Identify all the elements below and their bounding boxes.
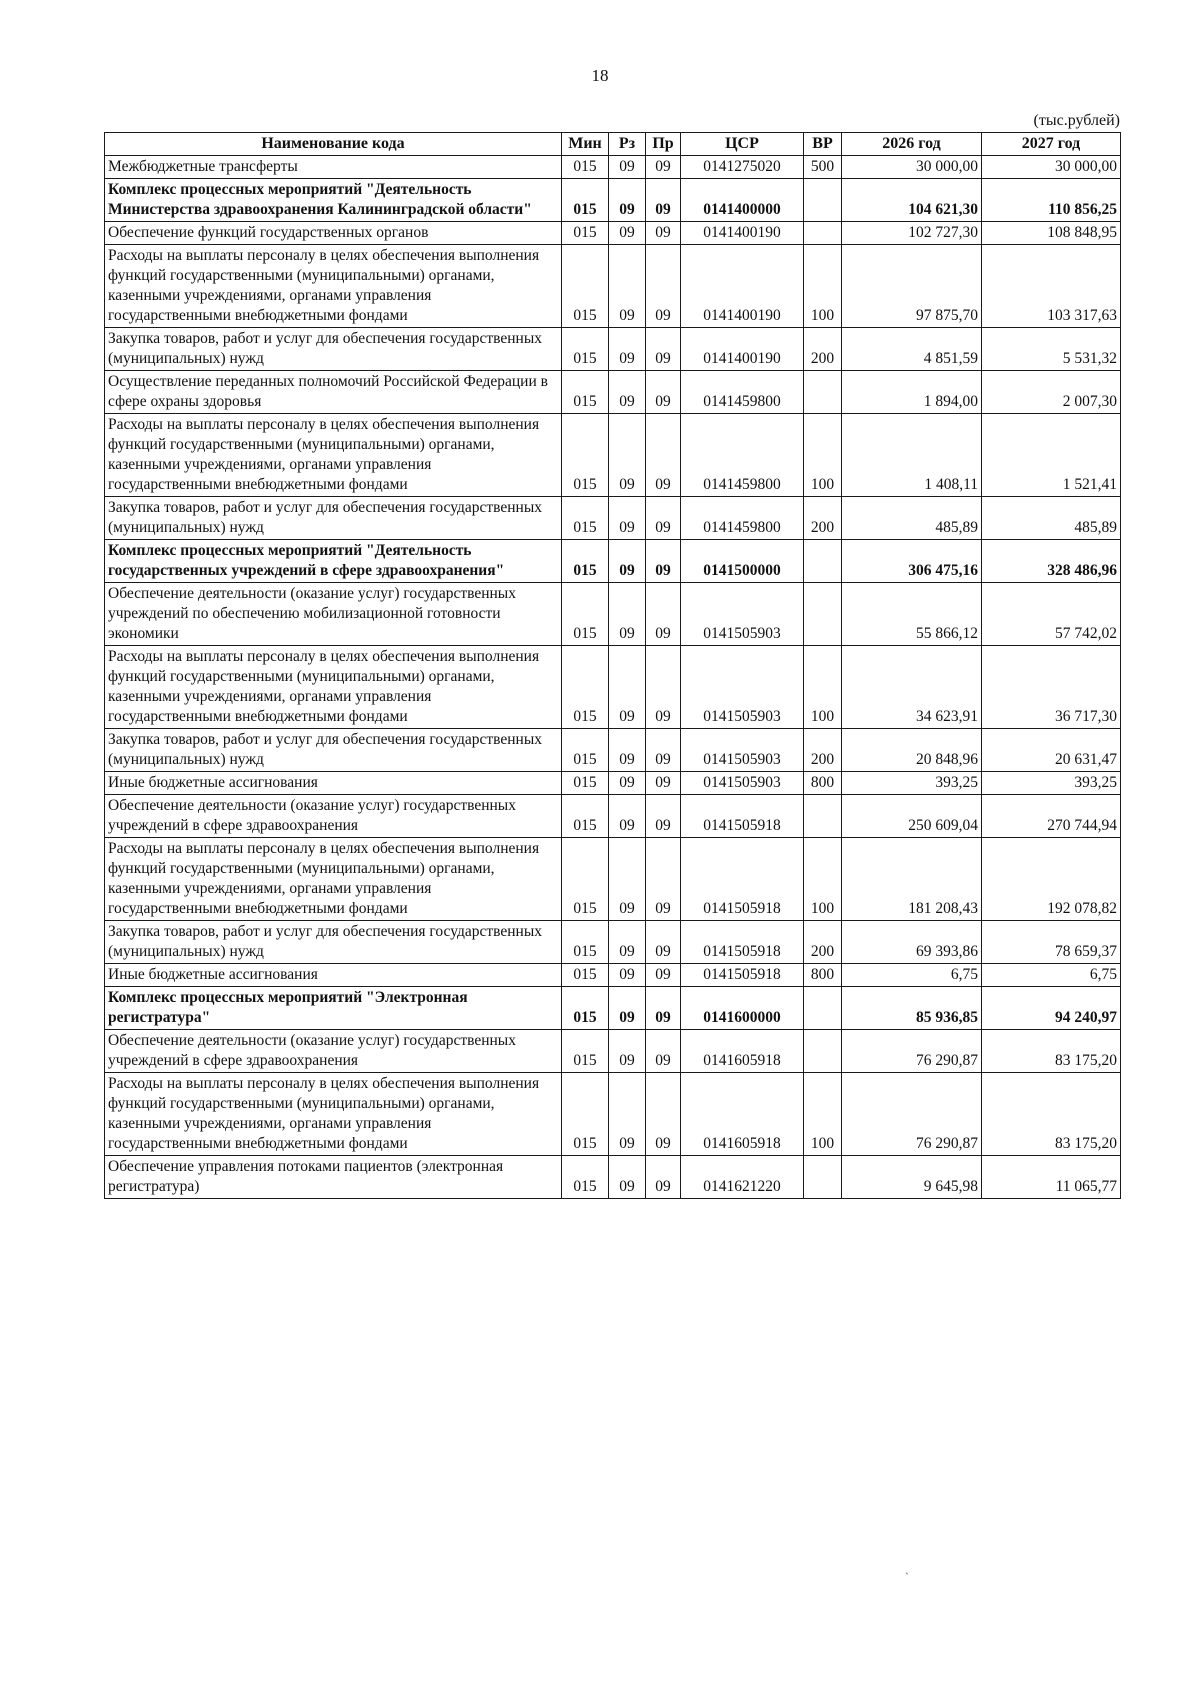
- cell-2026: 181 208,43: [842, 838, 982, 921]
- cell-vr: 100: [804, 838, 842, 921]
- cell-min: 015: [562, 921, 609, 964]
- table-row: [105, 1073, 1121, 1156]
- cell-min: 015: [562, 583, 609, 646]
- cell-min: 015: [562, 245, 609, 328]
- header-name: Наименование кода: [105, 133, 562, 156]
- cell-pr: 09: [646, 179, 681, 222]
- cell-vr: 800: [804, 772, 842, 795]
- header-csr: ЦСР: [681, 133, 804, 156]
- page-number: 18: [591, 66, 609, 85]
- cell-2027: 94 240,97: [982, 987, 1121, 1030]
- cell-pr: 09: [646, 1073, 681, 1156]
- cell-pr: 09: [646, 921, 681, 964]
- cell-csr: 0141459800: [681, 497, 804, 540]
- cell-min: 015: [562, 838, 609, 921]
- cell-min: 015: [562, 179, 609, 222]
- cell-2027: 2 007,30: [982, 371, 1121, 414]
- cell-2027: 6,75: [982, 964, 1121, 987]
- header-min: Мин: [562, 133, 609, 156]
- cell-2027: 192 078,82: [982, 838, 1121, 921]
- cell-2026: 393,25: [842, 772, 982, 795]
- cell-csr: 0141400190: [681, 328, 804, 371]
- header-2027: 2027 год: [982, 133, 1121, 156]
- cell-2027: 83 175,20: [982, 1030, 1121, 1073]
- budget-table: [104, 132, 1121, 1199]
- cell-vr: 100: [804, 646, 842, 729]
- table-row: [105, 1030, 1121, 1073]
- cell-2026: 306 475,16: [842, 540, 982, 583]
- cell-pr: 09: [646, 371, 681, 414]
- table-row: [105, 414, 1121, 497]
- cell-csr: 0141505918: [681, 964, 804, 987]
- cell-name: Обеспечение деятельности (оказание услуг) государственных учреждений по обеспечению мобилизационной готовности экономики: [105, 583, 562, 646]
- cell-2026: 4 851,59: [842, 328, 982, 371]
- cell-rz: 09: [609, 987, 646, 1030]
- cell-name: Межбюджетные трансферты: [105, 156, 562, 179]
- cell-min: 015: [562, 1156, 609, 1199]
- header-vr: ВР: [804, 133, 842, 156]
- table-row: [105, 987, 1121, 1030]
- cell-rz: 09: [609, 1156, 646, 1199]
- cell-2027: 11 065,77: [982, 1156, 1121, 1199]
- cell-2026: 250 609,04: [842, 795, 982, 838]
- cell-name: Комплекс процессных мероприятий "Деятельность Министерства здравоохранения Калининградской области": [105, 179, 562, 222]
- cell-csr: 0141275020: [681, 156, 804, 179]
- cell-pr: 09: [646, 795, 681, 838]
- cell-vr: [804, 795, 842, 838]
- cell-pr: 09: [646, 964, 681, 987]
- cell-vr: 200: [804, 497, 842, 540]
- cell-csr: 0141605918: [681, 1073, 804, 1156]
- cell-2027: 485,89: [982, 497, 1121, 540]
- cell-rz: 09: [609, 1073, 646, 1156]
- cell-pr: 09: [646, 987, 681, 1030]
- cell-pr: 09: [646, 1156, 681, 1199]
- cell-pr: 09: [646, 1030, 681, 1073]
- header-rz: Рз: [609, 133, 646, 156]
- cell-2026: 30 000,00: [842, 156, 982, 179]
- cell-csr: 0141500000: [681, 540, 804, 583]
- cell-vr: 200: [804, 729, 842, 772]
- table-row: [105, 156, 1121, 179]
- cell-vr: [804, 1030, 842, 1073]
- cell-rz: 09: [609, 371, 646, 414]
- cell-name: Обеспечение деятельности (оказание услуг) государственных учреждений в сфере здравоохранения: [105, 795, 562, 838]
- cell-pr: 09: [646, 497, 681, 540]
- header-pr: Пр: [646, 133, 681, 156]
- cell-min: 015: [562, 1030, 609, 1073]
- cell-csr: 0141459800: [681, 371, 804, 414]
- cell-min: 015: [562, 156, 609, 179]
- table-row: [105, 540, 1121, 583]
- cell-rz: 09: [609, 156, 646, 179]
- cell-min: 015: [562, 328, 609, 371]
- table-row: [105, 1156, 1121, 1199]
- cell-vr: 500: [804, 156, 842, 179]
- cell-name: Расходы на выплаты персоналу в целях обеспечения выполнения функций государственными (муниципальными) органами, казенными учреждениями, органами управления государственными внебюджетными фондами: [105, 1073, 562, 1156]
- cell-vr: 100: [804, 245, 842, 328]
- cell-name: Закупка товаров, работ и услуг для обеспечения государственных (муниципальных) нужд: [105, 328, 562, 371]
- cell-min: 015: [562, 1073, 609, 1156]
- cell-vr: 100: [804, 414, 842, 497]
- cell-pr: 09: [646, 838, 681, 921]
- cell-csr: 0141400190: [681, 222, 804, 245]
- cell-min: 015: [562, 646, 609, 729]
- cell-min: 015: [562, 795, 609, 838]
- cell-csr: 0141605918: [681, 1030, 804, 1073]
- cell-2027: 30 000,00: [982, 156, 1121, 179]
- cell-vr: 800: [804, 964, 842, 987]
- cell-2027: 78 659,37: [982, 921, 1121, 964]
- cell-vr: [804, 179, 842, 222]
- cell-2027: 20 631,47: [982, 729, 1121, 772]
- cell-2026: 76 290,87: [842, 1030, 982, 1073]
- cell-min: 015: [562, 222, 609, 245]
- cell-vr: [804, 371, 842, 414]
- cell-rz: 09: [609, 540, 646, 583]
- cell-vr: [804, 222, 842, 245]
- cell-rz: 09: [609, 921, 646, 964]
- cell-min: 015: [562, 987, 609, 1030]
- table-row: [105, 838, 1121, 921]
- table-body: [105, 156, 1121, 1199]
- cell-vr: [804, 1156, 842, 1199]
- cell-csr: 0141400000: [681, 179, 804, 222]
- cell-2026: 97 875,70: [842, 245, 982, 328]
- cell-pr: 09: [646, 222, 681, 245]
- cell-2027: 83 175,20: [982, 1073, 1121, 1156]
- cell-2026: 34 623,91: [842, 646, 982, 729]
- table-row: [105, 646, 1121, 729]
- cell-rz: 09: [609, 245, 646, 328]
- cell-2027: 36 717,30: [982, 646, 1121, 729]
- cell-2026: 102 727,30: [842, 222, 982, 245]
- cell-2027: 108 848,95: [982, 222, 1121, 245]
- cell-name: Закупка товаров, работ и услуг для обеспечения государственных (муниципальных) нужд: [105, 921, 562, 964]
- cell-rz: 09: [609, 646, 646, 729]
- cell-name: Обеспечение функций государственных органов: [105, 222, 562, 245]
- cell-2026: 104 621,30: [842, 179, 982, 222]
- cell-min: 015: [562, 729, 609, 772]
- cell-vr: 200: [804, 921, 842, 964]
- table-row: [105, 921, 1121, 964]
- cell-name: Закупка товаров, работ и услуг для обеспечения государственных (муниципальных) нужд: [105, 497, 562, 540]
- cell-2027: 5 531,32: [982, 328, 1121, 371]
- table-row: [105, 245, 1121, 328]
- table-row: [105, 328, 1121, 371]
- cell-pr: 09: [646, 772, 681, 795]
- cell-rz: 09: [609, 414, 646, 497]
- cell-csr: 0141505918: [681, 921, 804, 964]
- cell-2026: 85 936,85: [842, 987, 982, 1030]
- stray-mark: `: [905, 1570, 909, 1584]
- cell-min: 015: [562, 371, 609, 414]
- cell-csr: 0141600000: [681, 987, 804, 1030]
- cell-min: 015: [562, 964, 609, 987]
- cell-2027: 328 486,96: [982, 540, 1121, 583]
- cell-name: Обеспечение деятельности (оказание услуг) государственных учреждений в сфере здравоохранения: [105, 1030, 562, 1073]
- cell-rz: 09: [609, 583, 646, 646]
- cell-rz: 09: [609, 222, 646, 245]
- cell-2026: 6,75: [842, 964, 982, 987]
- cell-name: Расходы на выплаты персоналу в целях обеспечения выполнения функций государственными (муниципальными) органами, казенными учреждениями, органами управления государственными внебюджетными фондами: [105, 646, 562, 729]
- cell-vr: [804, 583, 842, 646]
- cell-name: Расходы на выплаты персоналу в целях обеспечения выполнения функций государственными (муниципальными) органами, казенными учреждениями, органами управления государственными внебюджетными фондами: [105, 414, 562, 497]
- table-row: [105, 179, 1121, 222]
- cell-pr: 09: [646, 245, 681, 328]
- cell-2027: 110 856,25: [982, 179, 1121, 222]
- table-row: [105, 729, 1121, 772]
- cell-2027: 103 317,63: [982, 245, 1121, 328]
- cell-csr: 0141505903: [681, 729, 804, 772]
- cell-vr: 100: [804, 1073, 842, 1156]
- cell-pr: 09: [646, 414, 681, 497]
- cell-2026: 69 393,86: [842, 921, 982, 964]
- cell-rz: 09: [609, 179, 646, 222]
- cell-name: Расходы на выплаты персоналу в целях обеспечения выполнения функций государственными (муниципальными) органами, казенными учреждениями, органами управления государственными внебюджетными фондами: [105, 245, 562, 328]
- cell-pr: 09: [646, 156, 681, 179]
- cell-name: Обеспечение управления потоками пациентов (электронная регистратура): [105, 1156, 562, 1199]
- cell-name: Иные бюджетные ассигнования: [105, 772, 562, 795]
- cell-min: 015: [562, 414, 609, 497]
- cell-rz: 09: [609, 964, 646, 987]
- table-header-row: [105, 133, 1121, 156]
- cell-2026: 55 866,12: [842, 583, 982, 646]
- cell-csr: 0141400190: [681, 245, 804, 328]
- cell-pr: 09: [646, 729, 681, 772]
- cell-name: Расходы на выплаты персоналу в целях обеспечения выполнения функций государственными (муниципальными) органами, казенными учреждениями, органами управления государственными внебюджетными фондами: [105, 838, 562, 921]
- table-row: [105, 772, 1121, 795]
- cell-pr: 09: [646, 646, 681, 729]
- cell-name: Иные бюджетные ассигнования: [105, 964, 562, 987]
- cell-pr: 09: [646, 583, 681, 646]
- cell-vr: [804, 540, 842, 583]
- cell-rz: 09: [609, 497, 646, 540]
- cell-vr: 200: [804, 328, 842, 371]
- cell-name: Комплекс процессных мероприятий "Электронная регистратура": [105, 987, 562, 1030]
- cell-2027: 1 521,41: [982, 414, 1121, 497]
- cell-csr: 0141505918: [681, 795, 804, 838]
- cell-2026: 76 290,87: [842, 1073, 982, 1156]
- cell-rz: 09: [609, 1030, 646, 1073]
- cell-vr: [804, 987, 842, 1030]
- cell-csr: 0141505903: [681, 646, 804, 729]
- cell-pr: 09: [646, 328, 681, 371]
- cell-csr: 0141621220: [681, 1156, 804, 1199]
- table-row: [105, 583, 1121, 646]
- table-row: [105, 371, 1121, 414]
- cell-2026: 9 645,98: [842, 1156, 982, 1199]
- cell-rz: 09: [609, 838, 646, 921]
- cell-2027: 57 742,02: [982, 583, 1121, 646]
- cell-name: Комплекс процессных мероприятий "Деятельность государственных учреждений в сфере здравоохранения": [105, 540, 562, 583]
- cell-min: 015: [562, 772, 609, 795]
- cell-rz: 09: [609, 729, 646, 772]
- cell-min: 015: [562, 497, 609, 540]
- table-row: [105, 795, 1121, 838]
- cell-rz: 09: [609, 795, 646, 838]
- table-row: [105, 964, 1121, 987]
- cell-2026: 485,89: [842, 497, 982, 540]
- cell-name: Осуществление переданных полномочий Российской Федерации в сфере охраны здоровья: [105, 371, 562, 414]
- cell-2027: 393,25: [982, 772, 1121, 795]
- table-row: [105, 222, 1121, 245]
- cell-min: 015: [562, 540, 609, 583]
- cell-name: Закупка товаров, работ и услуг для обеспечения государственных (муниципальных) нужд: [105, 729, 562, 772]
- cell-csr: 0141505918: [681, 838, 804, 921]
- cell-2027: 270 744,94: [982, 795, 1121, 838]
- cell-2026: 1 894,00: [842, 371, 982, 414]
- cell-2026: 20 848,96: [842, 729, 982, 772]
- header-2026: 2026 год: [842, 133, 982, 156]
- cell-csr: 0141459800: [681, 414, 804, 497]
- cell-csr: 0141505903: [681, 583, 804, 646]
- table-row: [105, 497, 1121, 540]
- cell-pr: 09: [646, 540, 681, 583]
- cell-rz: 09: [609, 328, 646, 371]
- cell-rz: 09: [609, 772, 646, 795]
- cell-csr: 0141505903: [681, 772, 804, 795]
- cell-2026: 1 408,11: [842, 414, 982, 497]
- units-label: (тыс.рублей): [1033, 112, 1120, 129]
